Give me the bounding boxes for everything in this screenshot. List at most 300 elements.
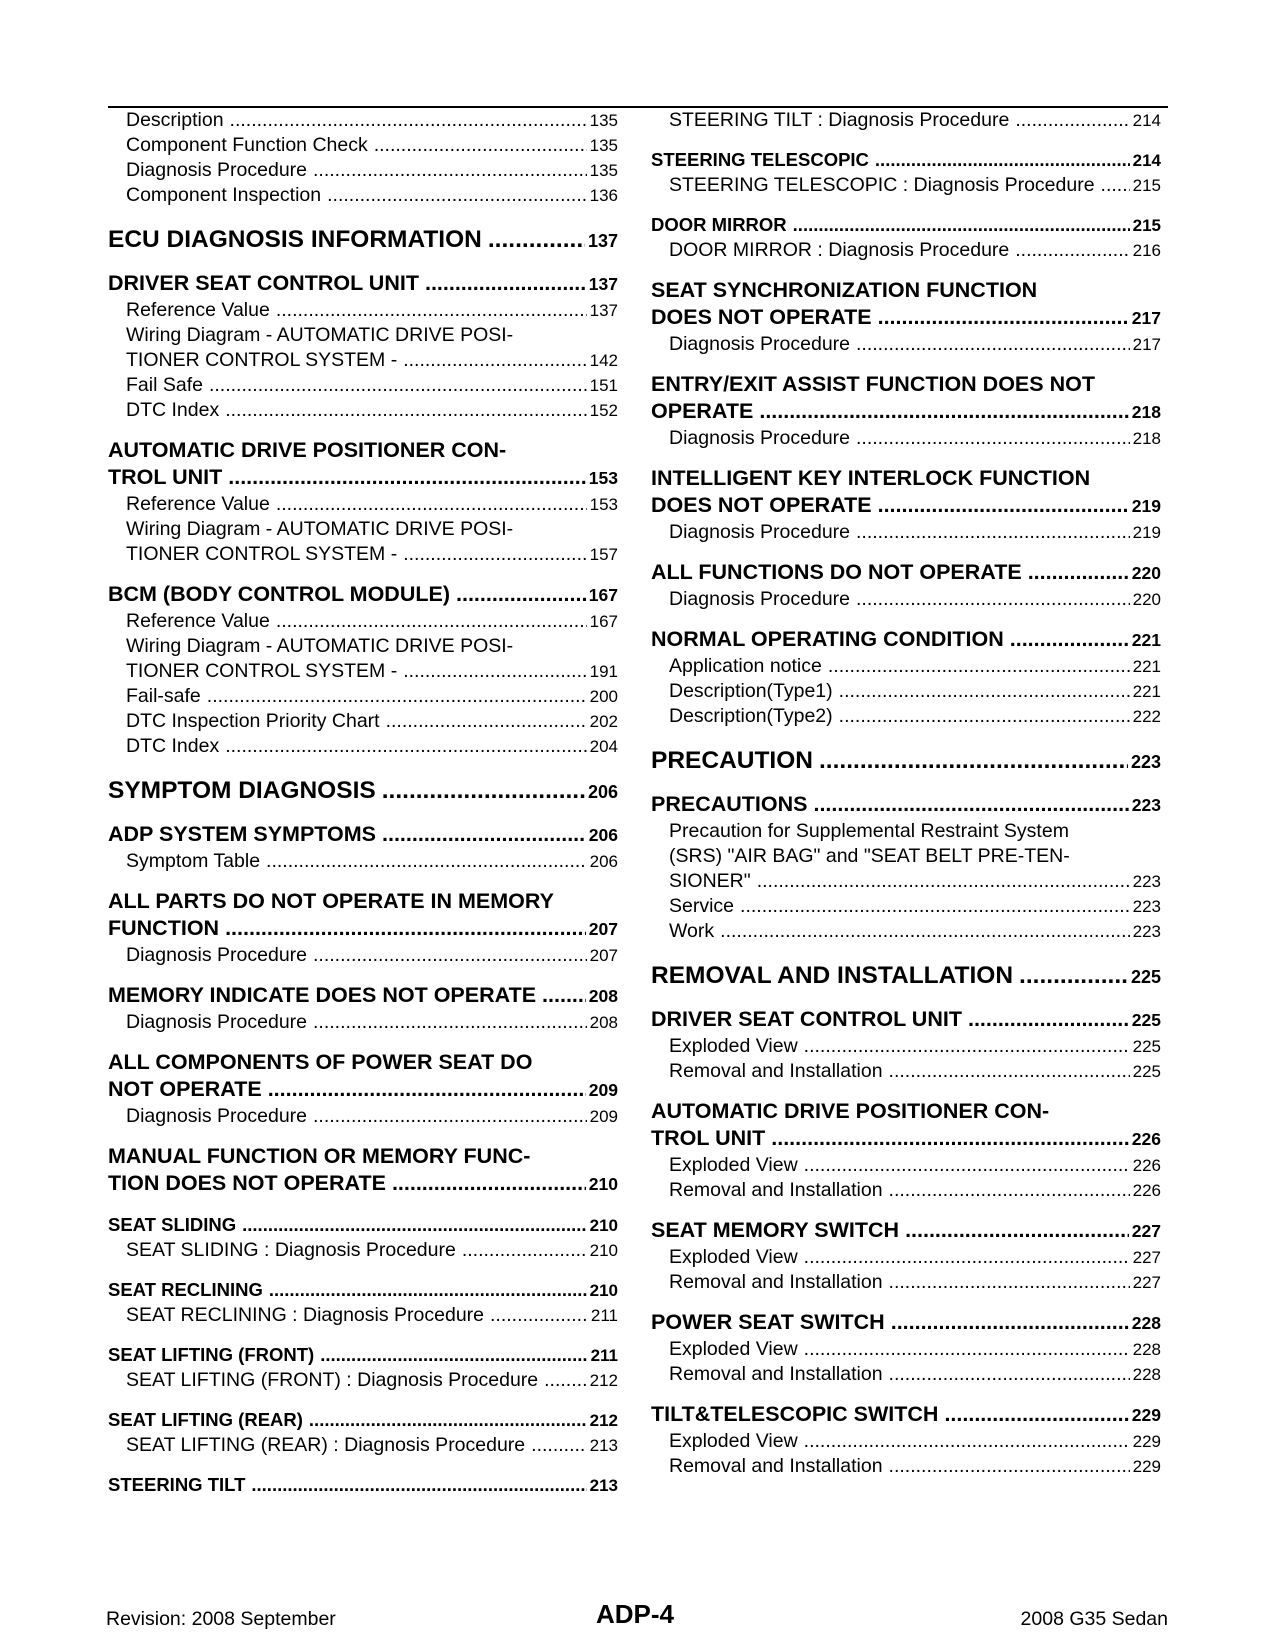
toc-page-number: 137 — [587, 231, 618, 251]
dot-leader — [542, 982, 586, 1009]
toc-entry[interactable] — [108, 1238, 618, 1263]
toc-entry-title: TROL UNIT — [651, 1126, 766, 1150]
dot-leader — [804, 1153, 1130, 1178]
toc-entry-title: Diagnosis Procedure — [126, 1011, 308, 1033]
dot-leader — [720, 919, 1129, 944]
toc-entry-title: REMOVAL AND INSTALLATION — [651, 962, 1014, 989]
dot-leader — [804, 1245, 1130, 1270]
toc-heading[interactable] — [108, 437, 618, 492]
dot-leader — [804, 1429, 1130, 1454]
dot-leader — [268, 1076, 586, 1103]
toc-heading[interactable] — [651, 791, 1161, 819]
toc-entry-title: Reference Value — [126, 299, 270, 321]
toc-page-number: 217 — [1132, 335, 1161, 354]
dot-leader — [889, 1059, 1130, 1084]
dot-leader — [828, 654, 1130, 679]
toc-entry-title: STEERING TELESCOPIC : Diagnosis Procedure — [669, 174, 1095, 196]
toc-page-number: 135 — [589, 136, 618, 155]
toc-page-number: 213 — [589, 1436, 618, 1455]
toc-heading[interactable] — [651, 1098, 1161, 1153]
dot-leader — [207, 684, 587, 709]
toc-entry-title: ALL FUNCTIONS DO NOT OPERATE — [651, 560, 1022, 584]
toc-page-number: 210 — [589, 1281, 618, 1300]
toc-entry-title: Wiring Diagram - AUTOMATIC DRIVE POSI- — [126, 518, 514, 540]
toc-page-number: 207 — [589, 946, 618, 965]
toc-entry[interactable] — [108, 108, 618, 133]
toc-entry-title: Service — [669, 895, 735, 917]
toc-entry-title: Diagnosis Procedure — [669, 427, 851, 449]
toc-entry-title: Diagnosis Procedure — [669, 333, 851, 355]
dot-leader — [242, 1212, 586, 1237]
dot-leader — [771, 1125, 1129, 1152]
toc-heading[interactable] — [651, 465, 1161, 520]
toc-heading[interactable] — [651, 559, 1161, 587]
dot-leader — [1028, 559, 1129, 586]
toc-entry[interactable] — [651, 1153, 1161, 1178]
toc-entry[interactable] — [108, 298, 618, 323]
dot-leader — [1015, 108, 1129, 133]
toc-page-number: 229 — [1132, 1432, 1161, 1451]
toc-page-number: 215 — [1132, 216, 1161, 235]
dot-leader — [251, 1472, 586, 1497]
dot-leader — [403, 348, 586, 373]
toc-entry-title: Exploded View — [669, 1035, 798, 1057]
toc-page-number: 209 — [589, 1107, 618, 1126]
dot-leader — [804, 1034, 1130, 1059]
toc-entry-title: PRECAUTIONS — [651, 792, 808, 816]
toc-page-number: 220 — [1132, 590, 1161, 609]
toc-entry-title: Diagnosis Procedure — [126, 1105, 308, 1127]
toc-page-number: 200 — [589, 687, 618, 706]
toc-entry-title: AUTOMATIC DRIVE POSITIONER CON- — [108, 438, 507, 462]
dot-leader — [793, 212, 1130, 237]
toc-entry[interactable] — [651, 520, 1161, 545]
dot-leader — [1101, 173, 1130, 198]
toc-page-number: 213 — [589, 1476, 618, 1495]
toc-entry-title: Symptom Table — [126, 850, 261, 872]
footer-revision: Revision: 2008 September — [106, 1608, 336, 1630]
toc-page-number: 217 — [1131, 308, 1161, 328]
dot-leader — [488, 225, 585, 255]
toc-entry-title: Diagnosis Procedure — [126, 944, 308, 966]
toc-entry-title: DRIVER SEAT CONTROL UNIT — [108, 271, 419, 295]
dot-leader — [313, 1010, 587, 1035]
toc-entry-title: TIONER CONTROL SYSTEM - — [126, 349, 398, 371]
toc-entry-title: SEAT LIFTING (REAR) — [108, 1409, 303, 1430]
toc-entry-title: TIONER CONTROL SYSTEM - — [126, 543, 398, 565]
toc-page-number: 223 — [1131, 795, 1161, 815]
toc-heading[interactable] — [651, 746, 1161, 777]
dot-leader — [875, 147, 1130, 172]
toc-page-number: 226 — [1131, 1129, 1161, 1149]
toc-entry-title: SIONER" — [669, 870, 751, 892]
toc-page-number: 223 — [1132, 897, 1161, 916]
toc-entry[interactable] — [108, 1433, 618, 1458]
toc-entry-title: NORMAL OPERATING CONDITION — [651, 627, 1004, 651]
toc-entry-title: Exploded View — [669, 1430, 798, 1452]
toc-heading[interactable] — [651, 277, 1161, 332]
toc-entry[interactable] — [108, 133, 618, 158]
toc-entry-title: Application notice — [669, 655, 822, 677]
dot-leader — [309, 1407, 587, 1432]
toc-entry-title: Component Inspection — [126, 184, 322, 206]
toc-entry-title: FUNCTION — [108, 916, 220, 940]
toc-page-number: 223 — [1132, 922, 1161, 941]
dot-leader — [944, 1401, 1128, 1428]
toc-page-number: 221 — [1132, 682, 1161, 701]
dot-leader — [544, 1368, 586, 1393]
toc-entry-title: ENTRY/EXIT ASSIST FUNCTION DOES NOT — [651, 372, 1095, 396]
toc-entry-title: SEAT RECLINING — [108, 1279, 263, 1300]
dot-leader — [403, 659, 586, 684]
toc-page-number: 135 — [589, 111, 618, 130]
toc-entry-title: DOOR MIRROR : Diagnosis Procedure — [669, 239, 1010, 261]
toc-page-number: 212 — [589, 1371, 618, 1390]
toc-page-number: 227 — [1131, 1221, 1161, 1241]
toc-entry-title: Fail-safe — [126, 685, 201, 707]
toc-entry[interactable] — [108, 634, 618, 684]
toc-entry[interactable] — [651, 1059, 1161, 1084]
toc-entry-title: SEAT SLIDING — [108, 1214, 237, 1235]
toc-entry[interactable] — [108, 1303, 618, 1328]
toc-heading[interactable] — [651, 147, 1161, 173]
dot-leader — [856, 520, 1130, 545]
dot-leader — [327, 183, 587, 208]
toc-page-number: 223 — [1132, 872, 1161, 891]
toc-page-number: 210 — [589, 1241, 618, 1260]
toc-entry[interactable] — [651, 679, 1161, 704]
toc-entry-title: Diagnosis Procedure — [669, 588, 851, 610]
toc-page-number: 136 — [589, 186, 618, 205]
dot-leader — [889, 1270, 1130, 1295]
dot-leader — [839, 679, 1130, 704]
toc-entry-title: (SRS) "AIR BAG" and "SEAT BELT PRE-TEN- — [669, 845, 1070, 867]
toc-page-number: 229 — [1131, 1405, 1161, 1425]
toc-entry-title: ALL COMPONENTS OF POWER SEAT DO — [108, 1050, 533, 1074]
toc-heading[interactable] — [108, 1143, 618, 1198]
toc-page-number: 206 — [589, 852, 618, 871]
toc-heading[interactable] — [108, 1212, 618, 1238]
dot-leader — [382, 821, 586, 848]
dot-leader — [891, 1309, 1129, 1336]
toc-entry[interactable] — [108, 609, 618, 634]
toc-heading[interactable] — [108, 982, 618, 1010]
toc-entry[interactable] — [108, 517, 618, 567]
toc-entry-title: OPERATE — [651, 399, 754, 423]
toc-entry-title: MANUAL FUNCTION OR MEMORY FUNC- — [108, 1144, 531, 1168]
toc-entry-title: Fail Safe — [126, 374, 203, 396]
toc-entry-title: PRECAUTION — [651, 747, 813, 774]
toc-page-number: 209 — [588, 1080, 618, 1100]
toc-heading[interactable] — [108, 1277, 618, 1303]
dot-leader — [456, 581, 586, 608]
toc-entry-title: ECU DIAGNOSIS INFORMATION — [108, 226, 482, 253]
toc-entry[interactable] — [651, 919, 1161, 944]
toc-heading[interactable] — [108, 225, 618, 256]
toc-entry-title: DTC Index — [126, 735, 220, 757]
toc-entry[interactable] — [108, 1368, 618, 1393]
toc-entry[interactable] — [108, 323, 618, 373]
toc-entry[interactable] — [108, 183, 618, 208]
toc-entry-title: Reference Value — [126, 493, 270, 515]
toc-entry[interactable] — [651, 704, 1161, 729]
toc-entry-title: Component Function Check — [126, 134, 368, 156]
toc-page-number: 137 — [588, 274, 618, 294]
toc-heading[interactable] — [108, 776, 618, 807]
dot-leader — [878, 304, 1129, 331]
toc-page-number: 222 — [1132, 707, 1161, 726]
toc-right-column — [651, 108, 1161, 1479]
toc-page-number: 228 — [1132, 1365, 1161, 1384]
toc-entry-title: DTC Inspection Priority Chart — [126, 710, 380, 732]
dot-leader — [313, 158, 587, 183]
toc-entry-title: DOES NOT OPERATE — [651, 493, 872, 517]
toc-heading[interactable] — [108, 581, 618, 609]
dot-leader — [228, 464, 586, 491]
toc-entry[interactable] — [108, 492, 618, 517]
toc-entry-title: Precaution for Supplemental Restraint System — [669, 820, 1069, 842]
dot-leader — [276, 492, 587, 517]
toc-heading[interactable] — [108, 1342, 618, 1368]
toc-heading[interactable] — [651, 626, 1161, 654]
toc-entry-title: Description(Type1) — [669, 680, 833, 702]
dot-leader — [856, 332, 1130, 357]
dot-leader — [276, 609, 587, 634]
toc-entry-title: TIONER CONTROL SYSTEM - — [126, 660, 398, 682]
dot-leader — [313, 943, 587, 968]
toc-entry-title: SEAT LIFTING (FRONT) — [108, 1344, 315, 1365]
toc-page-number: 153 — [589, 495, 618, 514]
toc-heading[interactable] — [108, 1407, 618, 1433]
toc-page-number: 218 — [1132, 429, 1161, 448]
toc-heading[interactable] — [651, 1309, 1161, 1337]
toc-heading[interactable] — [651, 212, 1161, 238]
dot-leader — [856, 587, 1130, 612]
dot-leader — [740, 894, 1130, 919]
toc-entry[interactable] — [651, 1454, 1161, 1479]
toc-page-number: 221 — [1132, 657, 1161, 676]
toc-entry-title: POWER SEAT SWITCH — [651, 1310, 885, 1334]
toc-page-number: 208 — [589, 1013, 618, 1032]
toc-heading[interactable] — [108, 888, 618, 943]
toc-page-number: 210 — [588, 1174, 618, 1194]
dot-leader — [386, 709, 587, 734]
toc-entry-title: STEERING TELESCOPIC — [651, 149, 869, 170]
dot-leader — [225, 915, 586, 942]
dot-leader — [490, 1303, 588, 1328]
dot-leader — [905, 1217, 1129, 1244]
toc-page-number: 220 — [1131, 563, 1161, 583]
toc-heading[interactable] — [651, 1217, 1161, 1245]
toc-entry[interactable] — [108, 158, 618, 183]
dot-leader — [230, 108, 587, 133]
toc-entry-title: TROL UNIT — [108, 465, 223, 489]
toc-entry-title: MEMORY INDICATE DOES NOT OPERATE — [108, 983, 537, 1007]
toc-page-number: 226 — [1132, 1156, 1161, 1175]
toc-entry[interactable] — [108, 1010, 618, 1035]
toc-entry-title: BCM (BODY CONTROL MODULE) — [108, 582, 450, 606]
toc-entry-title: Work — [669, 920, 715, 942]
toc-heading[interactable] — [651, 371, 1161, 426]
toc-entry-title: NOT OPERATE — [108, 1077, 262, 1101]
toc-entry-title: SEAT MEMORY SWITCH — [651, 1218, 900, 1242]
dot-leader — [225, 734, 586, 759]
toc-page-number: 225 — [1132, 1037, 1161, 1056]
toc-page-number: 214 — [1132, 151, 1161, 170]
toc-page-number: 227 — [1132, 1273, 1161, 1292]
toc-page-number: 218 — [1131, 402, 1161, 422]
toc-page-number: 212 — [589, 1411, 618, 1430]
dot-leader — [462, 1238, 587, 1263]
toc-entry-title: DRIVER SEAT CONTROL UNIT — [651, 1007, 962, 1031]
toc-page-number: 202 — [589, 712, 618, 731]
toc-entry[interactable] — [108, 709, 618, 734]
dot-leader — [757, 869, 1130, 894]
toc-page-number: 207 — [588, 919, 618, 939]
toc-entry[interactable] — [108, 398, 618, 423]
toc-page-number: 137 — [589, 301, 618, 320]
toc-entry[interactable] — [651, 1337, 1161, 1362]
toc-entry[interactable] — [108, 1104, 618, 1129]
dot-leader — [392, 1170, 586, 1197]
toc-entry-title: Removal and Installation — [669, 1179, 883, 1201]
toc-page-number: 223 — [1130, 752, 1161, 772]
toc-page-number: 204 — [589, 737, 618, 756]
toc-page-number: 151 — [589, 376, 618, 395]
dot-leader — [269, 1277, 587, 1302]
toc-entry-title: Removal and Installation — [669, 1271, 883, 1293]
toc-page-number: 216 — [1132, 241, 1161, 260]
toc-page-number: 228 — [1132, 1340, 1161, 1359]
dot-leader — [320, 1342, 587, 1367]
toc-entry-title: DOOR MIRROR — [651, 214, 787, 235]
toc-entry-title: ADP SYSTEM SYMPTOMS — [108, 822, 377, 846]
toc-heading[interactable] — [108, 270, 618, 298]
toc-entry[interactable] — [651, 894, 1161, 919]
toc-page-number: 167 — [588, 585, 618, 605]
toc-entry[interactable] — [651, 1245, 1161, 1270]
dot-leader — [313, 1104, 587, 1129]
toc-entry-title: Description — [126, 109, 224, 131]
dot-leader — [403, 542, 586, 567]
toc-entry[interactable] — [651, 173, 1161, 198]
toc-page-number: 214 — [1132, 111, 1161, 130]
toc-entry[interactable] — [108, 373, 618, 398]
toc-page-number: 226 — [1132, 1181, 1161, 1200]
toc-entry[interactable] — [651, 426, 1161, 451]
toc-entry-title: STEERING TILT : Diagnosis Procedure — [669, 109, 1010, 131]
toc-entry-title: Removal and Installation — [669, 1363, 883, 1385]
dot-leader — [425, 270, 586, 297]
toc-page-number: 229 — [1132, 1457, 1161, 1476]
toc-entry[interactable] — [651, 1178, 1161, 1203]
toc-entry[interactable] — [108, 734, 618, 759]
toc-page-number: 211 — [590, 1346, 618, 1365]
toc-entry-title: TILT&TELESCOPIC SWITCH — [651, 1402, 939, 1426]
toc-entry-title: STEERING TILT — [108, 1474, 246, 1495]
toc-heading[interactable] — [108, 1049, 618, 1104]
toc-entry-title: INTELLIGENT KEY INTERLOCK FUNCTION — [651, 466, 1091, 490]
toc-entry-title: SEAT LIFTING (REAR) : Diagnosis Procedure — [126, 1434, 526, 1456]
toc-entry-title: SYMPTOM DIAGNOSIS — [108, 777, 376, 804]
footer-model: 2008 G35 Sedan — [1020, 1608, 1168, 1630]
toc-heading[interactable] — [651, 961, 1161, 992]
dot-leader — [889, 1454, 1130, 1479]
toc-left-column — [108, 108, 618, 1498]
toc-page-number: 211 — [590, 1306, 618, 1325]
dot-leader — [889, 1362, 1130, 1387]
dot-leader — [276, 298, 587, 323]
dot-leader — [856, 426, 1130, 451]
toc-entry-title: DTC Index — [126, 399, 220, 421]
toc-entry-title: SEAT SYNCHRONIZATION FUNCTION — [651, 278, 1038, 302]
dot-leader — [839, 704, 1130, 729]
toc-page-number: 208 — [588, 986, 618, 1006]
dot-leader — [225, 398, 586, 423]
dot-leader — [889, 1178, 1130, 1203]
toc-entry-title: SEAT RECLINING : Diagnosis Procedure — [126, 1304, 484, 1326]
toc-entry-title: Wiring Diagram - AUTOMATIC DRIVE POSI- — [126, 324, 514, 346]
toc-entry-title: ALL PARTS DO NOT OPERATE IN MEMORY — [108, 889, 554, 913]
dot-leader — [968, 1006, 1129, 1033]
toc-entry[interactable] — [651, 238, 1161, 263]
dot-leader — [804, 1337, 1130, 1362]
toc-entry[interactable] — [108, 849, 618, 874]
toc-page-number: 215 — [1132, 176, 1161, 195]
dot-leader — [266, 849, 587, 874]
toc-entry-title: Wiring Diagram - AUTOMATIC DRIVE POSI- — [126, 635, 514, 657]
toc-page-number: 206 — [588, 825, 618, 845]
toc-entry[interactable] — [651, 819, 1161, 894]
dot-leader — [209, 373, 587, 398]
dot-leader — [374, 133, 587, 158]
toc-entry-title: TION DOES NOT OPERATE — [108, 1171, 386, 1195]
toc-heading[interactable] — [108, 821, 618, 849]
toc-entry[interactable] — [108, 943, 618, 968]
toc-entry-title: Diagnosis Procedure — [669, 521, 851, 543]
dot-leader — [1019, 961, 1128, 991]
toc-entry-title: Exploded View — [669, 1154, 798, 1176]
toc-entry[interactable] — [651, 1034, 1161, 1059]
toc-entry-title: Removal and Installation — [669, 1060, 883, 1082]
dot-leader — [1010, 626, 1129, 653]
toc-page-number: 219 — [1131, 496, 1161, 516]
toc-entry[interactable] — [651, 654, 1161, 679]
toc-entry-title: SEAT LIFTING (FRONT) : Diagnosis Procedure — [126, 1369, 539, 1391]
footer-page-number: ADP-4 — [596, 1599, 675, 1629]
toc-entry-title: SEAT SLIDING : Diagnosis Procedure — [126, 1239, 456, 1261]
dot-leader — [878, 492, 1129, 519]
toc-entry-title: AUTOMATIC DRIVE POSITIONER CON- — [651, 1099, 1050, 1123]
toc-page-number: 206 — [587, 782, 618, 802]
toc-page-number: 227 — [1132, 1248, 1161, 1267]
toc-entry[interactable] — [108, 684, 618, 709]
toc-page-number: 157 — [589, 545, 618, 564]
toc-entry-title: Description(Type2) — [669, 705, 833, 727]
toc-heading[interactable] — [108, 1472, 618, 1498]
toc-entry[interactable] — [651, 108, 1161, 133]
toc-entry[interactable] — [651, 332, 1161, 357]
toc-entry[interactable] — [651, 1429, 1161, 1454]
toc-entry[interactable] — [651, 587, 1161, 612]
toc-entry[interactable] — [651, 1362, 1161, 1387]
toc-entry-title: DOES NOT OPERATE — [651, 305, 872, 329]
toc-entry[interactable] — [651, 1270, 1161, 1295]
toc-page-number: 221 — [1131, 630, 1161, 650]
dot-leader — [813, 791, 1128, 818]
toc-heading[interactable] — [651, 1006, 1161, 1034]
toc-heading[interactable] — [651, 1401, 1161, 1429]
